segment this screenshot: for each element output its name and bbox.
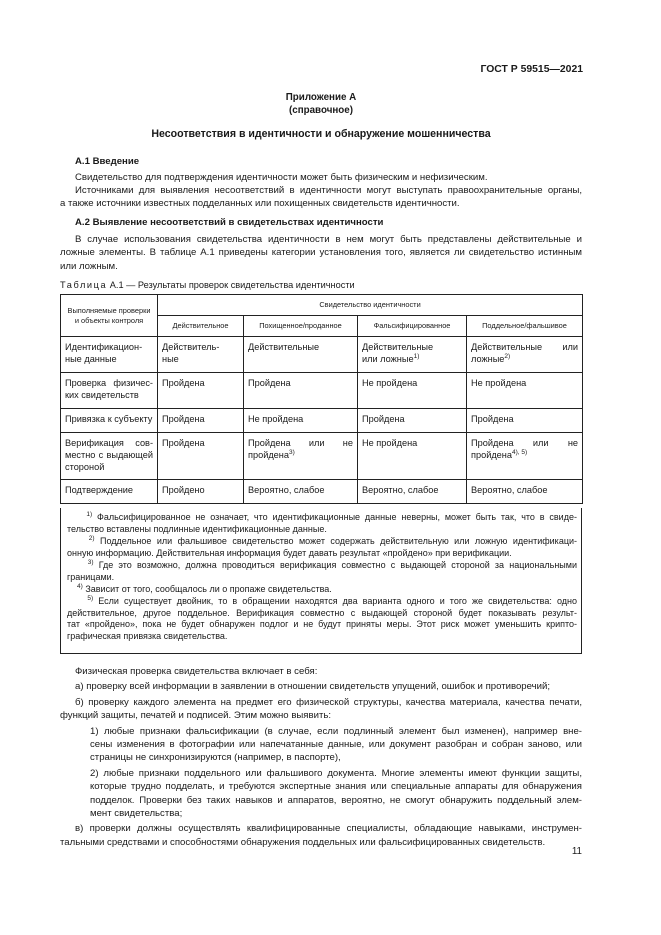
table-cell: Пройдена или не пройдена$^{4), 5)}$ xyxy=(467,433,583,480)
footnote-5: $^{5)}$ Если существует двойник, то в обращении находятся два варианта одного и того же свидетельства: одно действительное, другое поддельное. Верификация совместно с выдающей стороной будет показывать результ- тат «пройдено», пока не будет обнаружен подлог и не будут приняты меры. Этот риск может уменьшить крипто- графическая привязка свидетельства. xyxy=(67,595,577,641)
section-a1-paragraph-1: Свидетельство для подтверждения идентичности может быть физическим и нефизическим. xyxy=(75,172,488,183)
table-cell: Пройдена или не пройдена$^{3)}$ xyxy=(244,433,358,480)
page-number: 11 xyxy=(571,846,582,857)
table-cell: Вероятно, слабое xyxy=(244,480,358,504)
table-cell: Не пройдена xyxy=(358,433,467,480)
table-cell: Пройдено xyxy=(158,480,244,504)
table-header-falsified: Фальсифицированное xyxy=(358,316,467,337)
annex-title: Приложение А xyxy=(285,92,357,103)
table-cell: Пройдена xyxy=(158,409,244,433)
table-cell: Вероятно, слабое xyxy=(467,480,583,504)
table-header-checks: Выполняемые проверки и объекты контроля xyxy=(61,295,158,337)
table-cell: Проверка физичес- ких свидетельств xyxy=(61,373,158,409)
table-cell: Действитель- ные xyxy=(158,337,244,373)
table-cell: Не пройдена xyxy=(244,409,358,433)
table-cell: Вероятно, слабое xyxy=(358,480,467,504)
section-a2-paragraph: В случае использования свидетельства идентичности в нем могут быть представлены действительные и ложные элементы. В таблице А.1 приведены категории установления того, является ли свидетельство истинным или ложным. xyxy=(60,234,582,272)
table-cell: Идентификацион- ные данные xyxy=(61,337,158,373)
table-cell: Действительные или ложные$^{1)}$ xyxy=(358,337,467,373)
footnote-4: $^{4)}$ Зависит от того, сообщалось ли о пропаже свидетельства. xyxy=(77,583,332,594)
table-cell: Действительные или ложные$^{2)}$ xyxy=(467,337,583,373)
table-caption: Таблица А.1 — Результаты проверок свидетельства идентичности xyxy=(60,280,355,290)
section-a1-paragraph-2: Источниками для выявления несоответствий в идентичности могут выступать правоохранительные органы, а также источники известных подделанных или похищенных свидетельств идентичности. xyxy=(60,185,582,210)
table-cell: Пройдена xyxy=(358,409,467,433)
table-cell: Действительные xyxy=(244,337,358,373)
table-row xyxy=(61,337,583,373)
footnote-3: $^{3)}$ Где это возможно, должна проводиться верификация совместно с выдающей стороной за национальными границами. xyxy=(67,559,577,582)
table-row xyxy=(61,433,583,480)
table-cell: Не пройдена xyxy=(358,373,467,409)
table-row xyxy=(61,409,583,433)
document-title: Несоответствия в идентичности и обнаружение мошенничества xyxy=(151,128,491,140)
table-cell: Подтверждение xyxy=(61,480,158,504)
table-header-valid: Действительное xyxy=(158,316,244,337)
section-a1-heading: А.1 Введение xyxy=(75,156,140,167)
table-header-fake: Поддельное/фальшивое xyxy=(467,316,583,337)
table-cell: Пройдена xyxy=(158,433,244,480)
table-cell: Пройдена xyxy=(158,373,244,409)
table-header-stolen: Похищенное/проданное xyxy=(244,316,358,337)
table-cell: Привязка к субъекту xyxy=(61,409,158,433)
body-text: Физическая проверка свидетельства включает в себя: а) проверку всей информации в заявлении в отношении свидетельств упущений, ошибок и противоречий; б) проверку каждого элемента на предмет его физической структуры, качества материала, качества печати, функций защиты, печатей и подписей. Этим можно выявить: 1) любые признаки фальсификации (в случае, если подлинный элемент был изменен), например вне- сены изменения в фотографии или напечатанные данные, или документ разобран и собран заново, или страницы не синхронизируются (например, в паспорте), 2) любые признаки поддельного или фальшивого документа. Многие элементы имеют функции защиты, которые трудно подделать, и требуются экспертные знания или специальные аппараты для обнаружения подделок. Проверки без таких навыков и аппаратов, вероятно, не смогут обнаружить поддельный элем- мент свидетельства; в) проверки должны осуществлять квалифицированные специалисты, обладающие навыками, инструмен- тальными средствами и способностями обнаружения поддельных или фальсифицированных свидетельств. xyxy=(60,666,582,848)
footnote-1: $^{1)}$ Фальсифицированное не означает, что идентификационные данные неверны, может быть так, что в свиде- тельство вставлены подлинные идентификационные данные. xyxy=(67,511,577,534)
table-row xyxy=(61,373,583,409)
table-row xyxy=(61,480,583,504)
standard-number: ГОСТ Р 59515—2021 xyxy=(480,64,583,75)
table-cell: Пройдена xyxy=(467,409,583,433)
section-a2-heading: А.2 Выявление несоответствий в свидетельствах идентичности xyxy=(75,217,384,228)
table-cell: Пройдена xyxy=(244,373,358,409)
table-footnotes xyxy=(60,508,582,654)
table-cell: Не пройдена xyxy=(467,373,583,409)
footnote-2: $^{2)}$ Поддельное или фальшивое свидетельство может содержать действительную или ложную идентификаци- онную информацию. Действительная информация будет давать результат «пройдено» при верификации. xyxy=(67,535,577,558)
annex-type: (справочное) xyxy=(289,105,353,116)
results-table xyxy=(60,294,583,504)
table-cell: Верификация сов- местно с выдающей стороной xyxy=(61,433,158,480)
table-header-evidence: Свидетельство идентичности xyxy=(158,295,583,316)
